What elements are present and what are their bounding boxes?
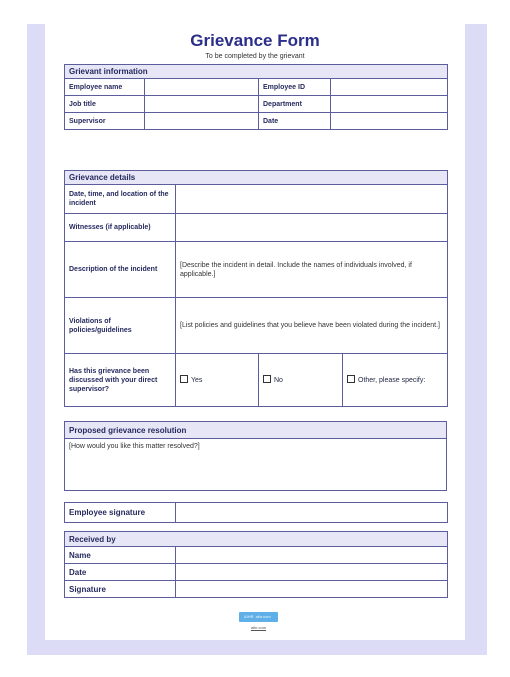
resolution-field[interactable]: [How would you like this matter resolved?]	[65, 439, 447, 491]
violations-field[interactable]: [List policies and guidelines that you believe have been violated during the incident.]	[176, 298, 448, 354]
discussed-label: Has this grievance been discussed with your direct supervisor?	[65, 354, 176, 407]
department-field[interactable]	[331, 96, 448, 113]
supervisor-label: Supervisor	[65, 113, 145, 130]
received-date-field[interactable]	[176, 564, 448, 581]
received-signature-label: Signature	[65, 581, 176, 598]
yes-label: Yes	[191, 377, 203, 384]
other-label: Other, please specify:	[358, 377, 426, 384]
grievant-info-heading: Grievant information	[65, 65, 448, 79]
witnesses-field[interactable]	[176, 214, 448, 242]
received-name-label: Name	[65, 547, 176, 564]
received-by-table	[64, 531, 448, 598]
option-yes[interactable]	[176, 354, 259, 407]
description-field[interactable]: [Describe the incident in detail. Include the names of individuals involved, if applicable.]	[176, 242, 448, 298]
signature-table	[64, 502, 448, 523]
received-signature-field[interactable]	[176, 581, 448, 598]
supervisor-field[interactable]	[145, 113, 259, 130]
other-checkbox[interactable]	[347, 375, 355, 383]
no-checkbox[interactable]	[263, 375, 271, 383]
witnesses-label: Witnesses (if applicable)	[65, 214, 176, 242]
option-other[interactable]	[343, 354, 448, 407]
description-label: Description of the incident	[65, 242, 176, 298]
form-subtitle: To be completed by the grievant	[205, 53, 305, 60]
grievance-details-heading: Grievance details	[65, 171, 448, 185]
form-title: Grievance Form	[190, 31, 320, 50]
footer-url[interactable]: aihr.com	[250, 625, 267, 630]
yes-checkbox[interactable]	[180, 375, 188, 383]
grievance-details-table	[64, 170, 448, 407]
grievant-info-table	[64, 64, 448, 130]
aihr-logo: AIHR aihr.com	[239, 612, 278, 622]
received-name-field[interactable]	[176, 547, 448, 564]
employee-name-field[interactable]	[145, 79, 259, 96]
date-label: Date	[259, 113, 331, 130]
employee-name-label: Employee name	[65, 79, 145, 96]
resolution-heading: Proposed grievance resolution	[65, 422, 447, 439]
employee-id-label: Employee ID	[259, 79, 331, 96]
incident-datetime-label: Date, time, and location of the incident	[65, 185, 176, 214]
incident-datetime-field[interactable]	[176, 185, 448, 214]
date-field[interactable]	[331, 113, 448, 130]
received-by-heading: Received by	[65, 532, 448, 547]
employee-signature-field[interactable]	[176, 503, 448, 523]
resolution-table	[64, 421, 447, 491]
employee-id-field[interactable]	[331, 79, 448, 96]
received-date-label: Date	[65, 564, 176, 581]
job-title-label: Job title	[65, 96, 145, 113]
department-label: Department	[259, 96, 331, 113]
job-title-field[interactable]	[145, 96, 259, 113]
employee-signature-label: Employee signature	[65, 503, 176, 523]
violations-label: Violations of policies/guidelines	[65, 298, 176, 354]
no-label: No	[274, 377, 283, 384]
option-no[interactable]	[259, 354, 343, 407]
